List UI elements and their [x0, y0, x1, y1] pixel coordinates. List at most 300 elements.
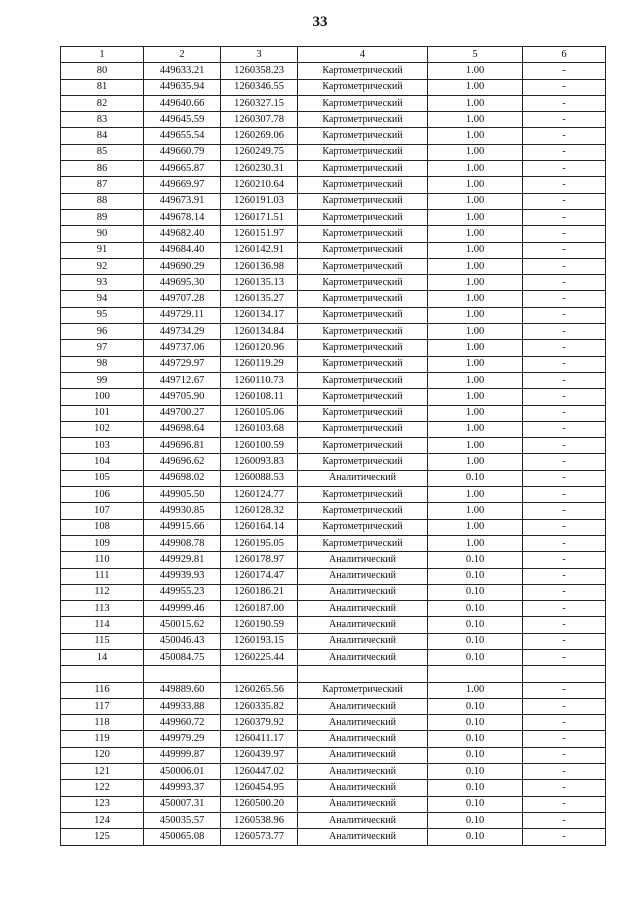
point-number-cell: 100: [61, 389, 144, 405]
accuracy-cell: 1.00: [428, 405, 523, 421]
method-cell: Картометрический: [298, 405, 428, 421]
y-coordinate-cell: 1260164.14: [221, 519, 298, 535]
x-coordinate-cell: 449905.50: [144, 487, 221, 503]
method-cell: Аналитический: [298, 601, 428, 617]
y-coordinate-cell: 1260093.83: [221, 454, 298, 470]
y-coordinate-cell: 1260105.06: [221, 405, 298, 421]
method-cell: Картометрический: [298, 112, 428, 128]
accuracy-cell: 0.10: [428, 747, 523, 763]
note-cell: -: [523, 340, 606, 356]
y-coordinate-cell: 1260174.47: [221, 568, 298, 584]
method-cell: Картометрический: [298, 258, 428, 274]
y-coordinate-cell: 1260190.59: [221, 617, 298, 633]
y-coordinate-cell: 1260454.95: [221, 780, 298, 796]
point-number-cell: 120: [61, 747, 144, 763]
y-coordinate-cell: 1260171.51: [221, 209, 298, 225]
note-cell: -: [523, 389, 606, 405]
x-coordinate-cell: 449669.97: [144, 177, 221, 193]
table-row: [61, 275, 606, 291]
method-cell: Картометрический: [298, 356, 428, 372]
note-cell: -: [523, 193, 606, 209]
y-coordinate-cell: 1260210.64: [221, 177, 298, 193]
x-coordinate-cell: 449712.67: [144, 372, 221, 388]
table-row: [61, 193, 606, 209]
note-cell: -: [523, 682, 606, 698]
point-number-cell: 124: [61, 812, 144, 828]
method-cell: Картометрический: [298, 161, 428, 177]
point-number-cell: 88: [61, 193, 144, 209]
accuracy-cell: 1.00: [428, 454, 523, 470]
method-cell: Аналитический: [298, 715, 428, 731]
accuracy-cell: 1.00: [428, 682, 523, 698]
note-cell: -: [523, 601, 606, 617]
x-coordinate-cell: 449960.72: [144, 715, 221, 731]
point-number-cell: 14: [61, 649, 144, 665]
note-cell: -: [523, 617, 606, 633]
method-cell: Картометрический: [298, 487, 428, 503]
table-row: [61, 79, 606, 95]
method-cell: Аналитический: [298, 780, 428, 796]
x-coordinate-cell: 449684.40: [144, 242, 221, 258]
x-coordinate-cell: 449993.37: [144, 780, 221, 796]
y-coordinate-cell: 1260103.68: [221, 421, 298, 437]
y-coordinate-cell: 1260120.96: [221, 340, 298, 356]
point-number-cell: 104: [61, 454, 144, 470]
y-coordinate-cell: 1260358.23: [221, 63, 298, 79]
table-row: [61, 535, 606, 551]
column-header: 4: [298, 47, 428, 63]
x-coordinate-cell: 449933.88: [144, 698, 221, 714]
accuracy-cell: 1.00: [428, 242, 523, 258]
table-row: [61, 324, 606, 340]
y-coordinate-cell: 1260124.77: [221, 487, 298, 503]
x-coordinate-cell: 449939.93: [144, 568, 221, 584]
method-cell: Аналитический: [298, 617, 428, 633]
point-number-cell: 109: [61, 535, 144, 551]
note-cell: -: [523, 535, 606, 551]
accuracy-cell: 0.10: [428, 829, 523, 845]
y-coordinate-cell: 1260335.82: [221, 698, 298, 714]
x-coordinate-cell: 449660.79: [144, 144, 221, 160]
y-coordinate-cell: 1260447.02: [221, 764, 298, 780]
x-coordinate-cell: 449640.66: [144, 95, 221, 111]
y-coordinate-cell: 1260230.31: [221, 161, 298, 177]
method-cell: Аналитический: [298, 649, 428, 665]
point-number-cell: 90: [61, 226, 144, 242]
y-coordinate-cell: 1260500.20: [221, 796, 298, 812]
accuracy-cell: 1.00: [428, 258, 523, 274]
table-row: [61, 161, 606, 177]
x-coordinate-cell: 449678.14: [144, 209, 221, 225]
table-row: [61, 715, 606, 731]
x-coordinate-cell: 449690.29: [144, 258, 221, 274]
x-coordinate-cell: 450015.62: [144, 617, 221, 633]
point-number-cell: 92: [61, 258, 144, 274]
accuracy-cell: 1.00: [428, 275, 523, 291]
note-cell: -: [523, 128, 606, 144]
method-cell: Аналитический: [298, 796, 428, 812]
table-row: [61, 812, 606, 828]
method-cell: Картометрический: [298, 307, 428, 323]
y-coordinate-cell: 1260225.44: [221, 649, 298, 665]
table-row: [61, 829, 606, 845]
table-row: [61, 438, 606, 454]
note-cell: -: [523, 487, 606, 503]
point-number-cell: 116: [61, 682, 144, 698]
accuracy-cell: 0.10: [428, 698, 523, 714]
accuracy-cell: 1.00: [428, 209, 523, 225]
table-row: [61, 226, 606, 242]
x-coordinate-cell: 449645.59: [144, 112, 221, 128]
accuracy-cell: 1.00: [428, 324, 523, 340]
method-cell: Картометрический: [298, 438, 428, 454]
table-row: [61, 258, 606, 274]
y-coordinate-cell: 1260187.00: [221, 601, 298, 617]
table-row: [61, 291, 606, 307]
accuracy-cell: 1.00: [428, 161, 523, 177]
accuracy-cell: 1.00: [428, 421, 523, 437]
method-cell: Картометрический: [298, 275, 428, 291]
point-number-cell: 98: [61, 356, 144, 372]
table-row: [61, 780, 606, 796]
note-cell: -: [523, 421, 606, 437]
point-number-cell: 85: [61, 144, 144, 160]
note-cell: [523, 666, 606, 682]
y-coordinate-cell: 1260151.97: [221, 226, 298, 242]
y-coordinate-cell: 1260346.55: [221, 79, 298, 95]
note-cell: -: [523, 470, 606, 486]
method-cell: Картометрический: [298, 519, 428, 535]
method-cell: [298, 666, 428, 682]
point-number-cell: 103: [61, 438, 144, 454]
x-coordinate-cell: 449695.30: [144, 275, 221, 291]
note-cell: -: [523, 226, 606, 242]
accuracy-cell: 0.10: [428, 796, 523, 812]
point-number-cell: 83: [61, 112, 144, 128]
accuracy-cell: 0.10: [428, 649, 523, 665]
x-coordinate-cell: 450035.57: [144, 812, 221, 828]
method-cell: Картометрический: [298, 535, 428, 551]
point-number-cell: 114: [61, 617, 144, 633]
point-number-cell: 115: [61, 633, 144, 649]
note-cell: -: [523, 95, 606, 111]
column-header: 6: [523, 47, 606, 63]
x-coordinate-cell: 449655.54: [144, 128, 221, 144]
point-number-cell: 95: [61, 307, 144, 323]
page-number: 33: [312, 14, 328, 30]
y-coordinate-cell: 1260269.06: [221, 128, 298, 144]
table-row: [61, 128, 606, 144]
method-cell: Аналитический: [298, 698, 428, 714]
note-cell: -: [523, 552, 606, 568]
point-number-cell: 93: [61, 275, 144, 291]
accuracy-cell: 0.10: [428, 617, 523, 633]
table-row: [61, 764, 606, 780]
note-cell: -: [523, 568, 606, 584]
method-cell: Аналитический: [298, 812, 428, 828]
table-row: [61, 63, 606, 79]
x-coordinate-cell: 449707.28: [144, 291, 221, 307]
x-coordinate-cell: 450007.31: [144, 796, 221, 812]
y-coordinate-cell: 1260108.11: [221, 389, 298, 405]
x-coordinate-cell: 449682.40: [144, 226, 221, 242]
point-number-cell: 87: [61, 177, 144, 193]
accuracy-cell: 1.00: [428, 340, 523, 356]
table-row: [61, 177, 606, 193]
method-cell: Картометрический: [298, 682, 428, 698]
table-row: [61, 372, 606, 388]
y-coordinate-cell: 1260128.32: [221, 503, 298, 519]
y-coordinate-cell: 1260307.78: [221, 112, 298, 128]
x-coordinate-cell: 449696.81: [144, 438, 221, 454]
y-coordinate-cell: 1260134.84: [221, 324, 298, 340]
x-coordinate-cell: 449929.81: [144, 552, 221, 568]
table-row: [61, 454, 606, 470]
point-number-cell: 102: [61, 421, 144, 437]
note-cell: -: [523, 307, 606, 323]
table-row: [61, 470, 606, 486]
method-cell: Аналитический: [298, 470, 428, 486]
note-cell: -: [523, 79, 606, 95]
method-cell: Аналитический: [298, 552, 428, 568]
point-number-cell: 113: [61, 601, 144, 617]
accuracy-cell: 0.10: [428, 780, 523, 796]
y-coordinate-cell: 1260327.15: [221, 95, 298, 111]
y-coordinate-cell: 1260178.97: [221, 552, 298, 568]
x-coordinate-cell: 449979.29: [144, 731, 221, 747]
note-cell: -: [523, 291, 606, 307]
y-coordinate-cell: 1260193.15: [221, 633, 298, 649]
x-coordinate-cell: 449698.64: [144, 421, 221, 437]
method-cell: Картометрический: [298, 324, 428, 340]
note-cell: -: [523, 454, 606, 470]
x-coordinate-cell: 449700.27: [144, 405, 221, 421]
accuracy-cell: 1.00: [428, 372, 523, 388]
y-coordinate-cell: 1260110.73: [221, 372, 298, 388]
point-number-cell: 89: [61, 209, 144, 225]
point-number-cell: 110: [61, 552, 144, 568]
note-cell: -: [523, 112, 606, 128]
point-number-cell: 86: [61, 161, 144, 177]
note-cell: -: [523, 584, 606, 600]
method-cell: Картометрический: [298, 242, 428, 258]
accuracy-cell: 1.00: [428, 79, 523, 95]
point-number-cell: 112: [61, 584, 144, 600]
method-cell: Картометрический: [298, 63, 428, 79]
table-row: [61, 356, 606, 372]
y-coordinate-cell: 1260100.59: [221, 438, 298, 454]
table-row: [61, 95, 606, 111]
accuracy-cell: 1.00: [428, 519, 523, 535]
method-cell: Картометрический: [298, 177, 428, 193]
table-row: [61, 405, 606, 421]
accuracy-cell: [428, 666, 523, 682]
method-cell: Картометрический: [298, 144, 428, 160]
note-cell: -: [523, 780, 606, 796]
accuracy-cell: 1.00: [428, 438, 523, 454]
x-coordinate-cell: 449889.60: [144, 682, 221, 698]
accuracy-cell: 0.10: [428, 552, 523, 568]
table-row: [61, 421, 606, 437]
x-coordinate-cell: 449737.06: [144, 340, 221, 356]
y-coordinate-cell: 1260195.05: [221, 535, 298, 551]
x-coordinate-cell: 449633.21: [144, 63, 221, 79]
x-coordinate-cell: 450084.75: [144, 649, 221, 665]
column-header: 1: [61, 47, 144, 63]
accuracy-cell: 0.10: [428, 715, 523, 731]
method-cell: Аналитический: [298, 584, 428, 600]
accuracy-cell: 1.00: [428, 193, 523, 209]
method-cell: Картометрический: [298, 95, 428, 111]
table-row: [61, 601, 606, 617]
point-number-cell: 94: [61, 291, 144, 307]
x-coordinate-cell: 449999.87: [144, 747, 221, 763]
point-number-cell: 96: [61, 324, 144, 340]
accuracy-cell: 0.10: [428, 812, 523, 828]
accuracy-cell: 0.10: [428, 633, 523, 649]
x-coordinate-cell: 449930.85: [144, 503, 221, 519]
accuracy-cell: 1.00: [428, 307, 523, 323]
note-cell: -: [523, 829, 606, 845]
accuracy-cell: 1.00: [428, 63, 523, 79]
x-coordinate-cell: 449915.66: [144, 519, 221, 535]
note-cell: -: [523, 764, 606, 780]
note-cell: -: [523, 161, 606, 177]
accuracy-cell: 0.10: [428, 764, 523, 780]
method-cell: Картометрический: [298, 226, 428, 242]
accuracy-cell: 1.00: [428, 503, 523, 519]
point-number-cell: 117: [61, 698, 144, 714]
point-number-cell: 91: [61, 242, 144, 258]
point-number-cell: 107: [61, 503, 144, 519]
x-coordinate-cell: [144, 666, 221, 682]
y-coordinate-cell: 1260265.56: [221, 682, 298, 698]
note-cell: -: [523, 405, 606, 421]
table-row: [61, 666, 606, 682]
point-number-cell: [61, 666, 144, 682]
note-cell: -: [523, 796, 606, 812]
point-number-cell: 125: [61, 829, 144, 845]
point-number-cell: 81: [61, 79, 144, 95]
accuracy-cell: 0.10: [428, 601, 523, 617]
note-cell: -: [523, 649, 606, 665]
x-coordinate-cell: 449673.91: [144, 193, 221, 209]
note-cell: -: [523, 731, 606, 747]
y-coordinate-cell: 1260119.29: [221, 356, 298, 372]
method-cell: Аналитический: [298, 747, 428, 763]
x-coordinate-cell: 449696.62: [144, 454, 221, 470]
point-number-cell: 121: [61, 764, 144, 780]
x-coordinate-cell: 449729.97: [144, 356, 221, 372]
method-cell: Картометрический: [298, 372, 428, 388]
x-coordinate-cell: 450065.08: [144, 829, 221, 845]
point-number-cell: 108: [61, 519, 144, 535]
table-row: [61, 552, 606, 568]
method-cell: Аналитический: [298, 568, 428, 584]
y-coordinate-cell: 1260439.97: [221, 747, 298, 763]
table-row: [61, 617, 606, 633]
table-row: [61, 796, 606, 812]
method-cell: Аналитический: [298, 731, 428, 747]
accuracy-cell: 1.00: [428, 128, 523, 144]
note-cell: -: [523, 63, 606, 79]
method-cell: Картометрический: [298, 503, 428, 519]
x-coordinate-cell: 450046.43: [144, 633, 221, 649]
table-row: [61, 731, 606, 747]
note-cell: -: [523, 144, 606, 160]
note-cell: -: [523, 633, 606, 649]
note-cell: -: [523, 258, 606, 274]
point-number-cell: 101: [61, 405, 144, 421]
table-row: [61, 340, 606, 356]
method-cell: Картометрический: [298, 421, 428, 437]
accuracy-cell: 1.00: [428, 226, 523, 242]
note-cell: -: [523, 698, 606, 714]
accuracy-cell: 1.00: [428, 356, 523, 372]
table-row: [61, 242, 606, 258]
table-row: [61, 568, 606, 584]
method-cell: Картометрический: [298, 454, 428, 470]
method-cell: Аналитический: [298, 633, 428, 649]
method-cell: Картометрический: [298, 340, 428, 356]
table-row: [61, 307, 606, 323]
x-coordinate-cell: 449665.87: [144, 161, 221, 177]
point-number-cell: 97: [61, 340, 144, 356]
y-coordinate-cell: 1260191.03: [221, 193, 298, 209]
table-row: [61, 747, 606, 763]
header-row: [61, 47, 606, 63]
table-row: [61, 503, 606, 519]
accuracy-cell: 1.00: [428, 535, 523, 551]
point-number-cell: 105: [61, 470, 144, 486]
point-number-cell: 122: [61, 780, 144, 796]
table-body: [61, 63, 606, 845]
accuracy-cell: 1.00: [428, 144, 523, 160]
note-cell: -: [523, 747, 606, 763]
x-coordinate-cell: 449635.94: [144, 79, 221, 95]
column-header: 5: [428, 47, 523, 63]
note-cell: -: [523, 715, 606, 731]
y-coordinate-cell: 1260249.75: [221, 144, 298, 160]
y-coordinate-cell: 1260538.96: [221, 812, 298, 828]
note-cell: -: [523, 356, 606, 372]
column-header: 3: [221, 47, 298, 63]
x-coordinate-cell: 449955.23: [144, 584, 221, 600]
point-number-cell: 82: [61, 95, 144, 111]
accuracy-cell: 1.00: [428, 95, 523, 111]
x-coordinate-cell: 449908.78: [144, 535, 221, 551]
coordinates-table: [60, 46, 606, 846]
accuracy-cell: 0.10: [428, 470, 523, 486]
method-cell: Картометрический: [298, 291, 428, 307]
y-coordinate-cell: 1260088.53: [221, 470, 298, 486]
accuracy-cell: 1.00: [428, 291, 523, 307]
table-row: [61, 649, 606, 665]
note-cell: -: [523, 438, 606, 454]
accuracy-cell: 0.10: [428, 731, 523, 747]
table-header: [61, 47, 606, 63]
y-coordinate-cell: 1260135.27: [221, 291, 298, 307]
accuracy-cell: 0.10: [428, 584, 523, 600]
note-cell: -: [523, 812, 606, 828]
y-coordinate-cell: 1260411.17: [221, 731, 298, 747]
point-number-cell: 80: [61, 63, 144, 79]
table-row: [61, 209, 606, 225]
note-cell: -: [523, 324, 606, 340]
table-row: [61, 584, 606, 600]
note-cell: -: [523, 242, 606, 258]
note-cell: -: [523, 519, 606, 535]
